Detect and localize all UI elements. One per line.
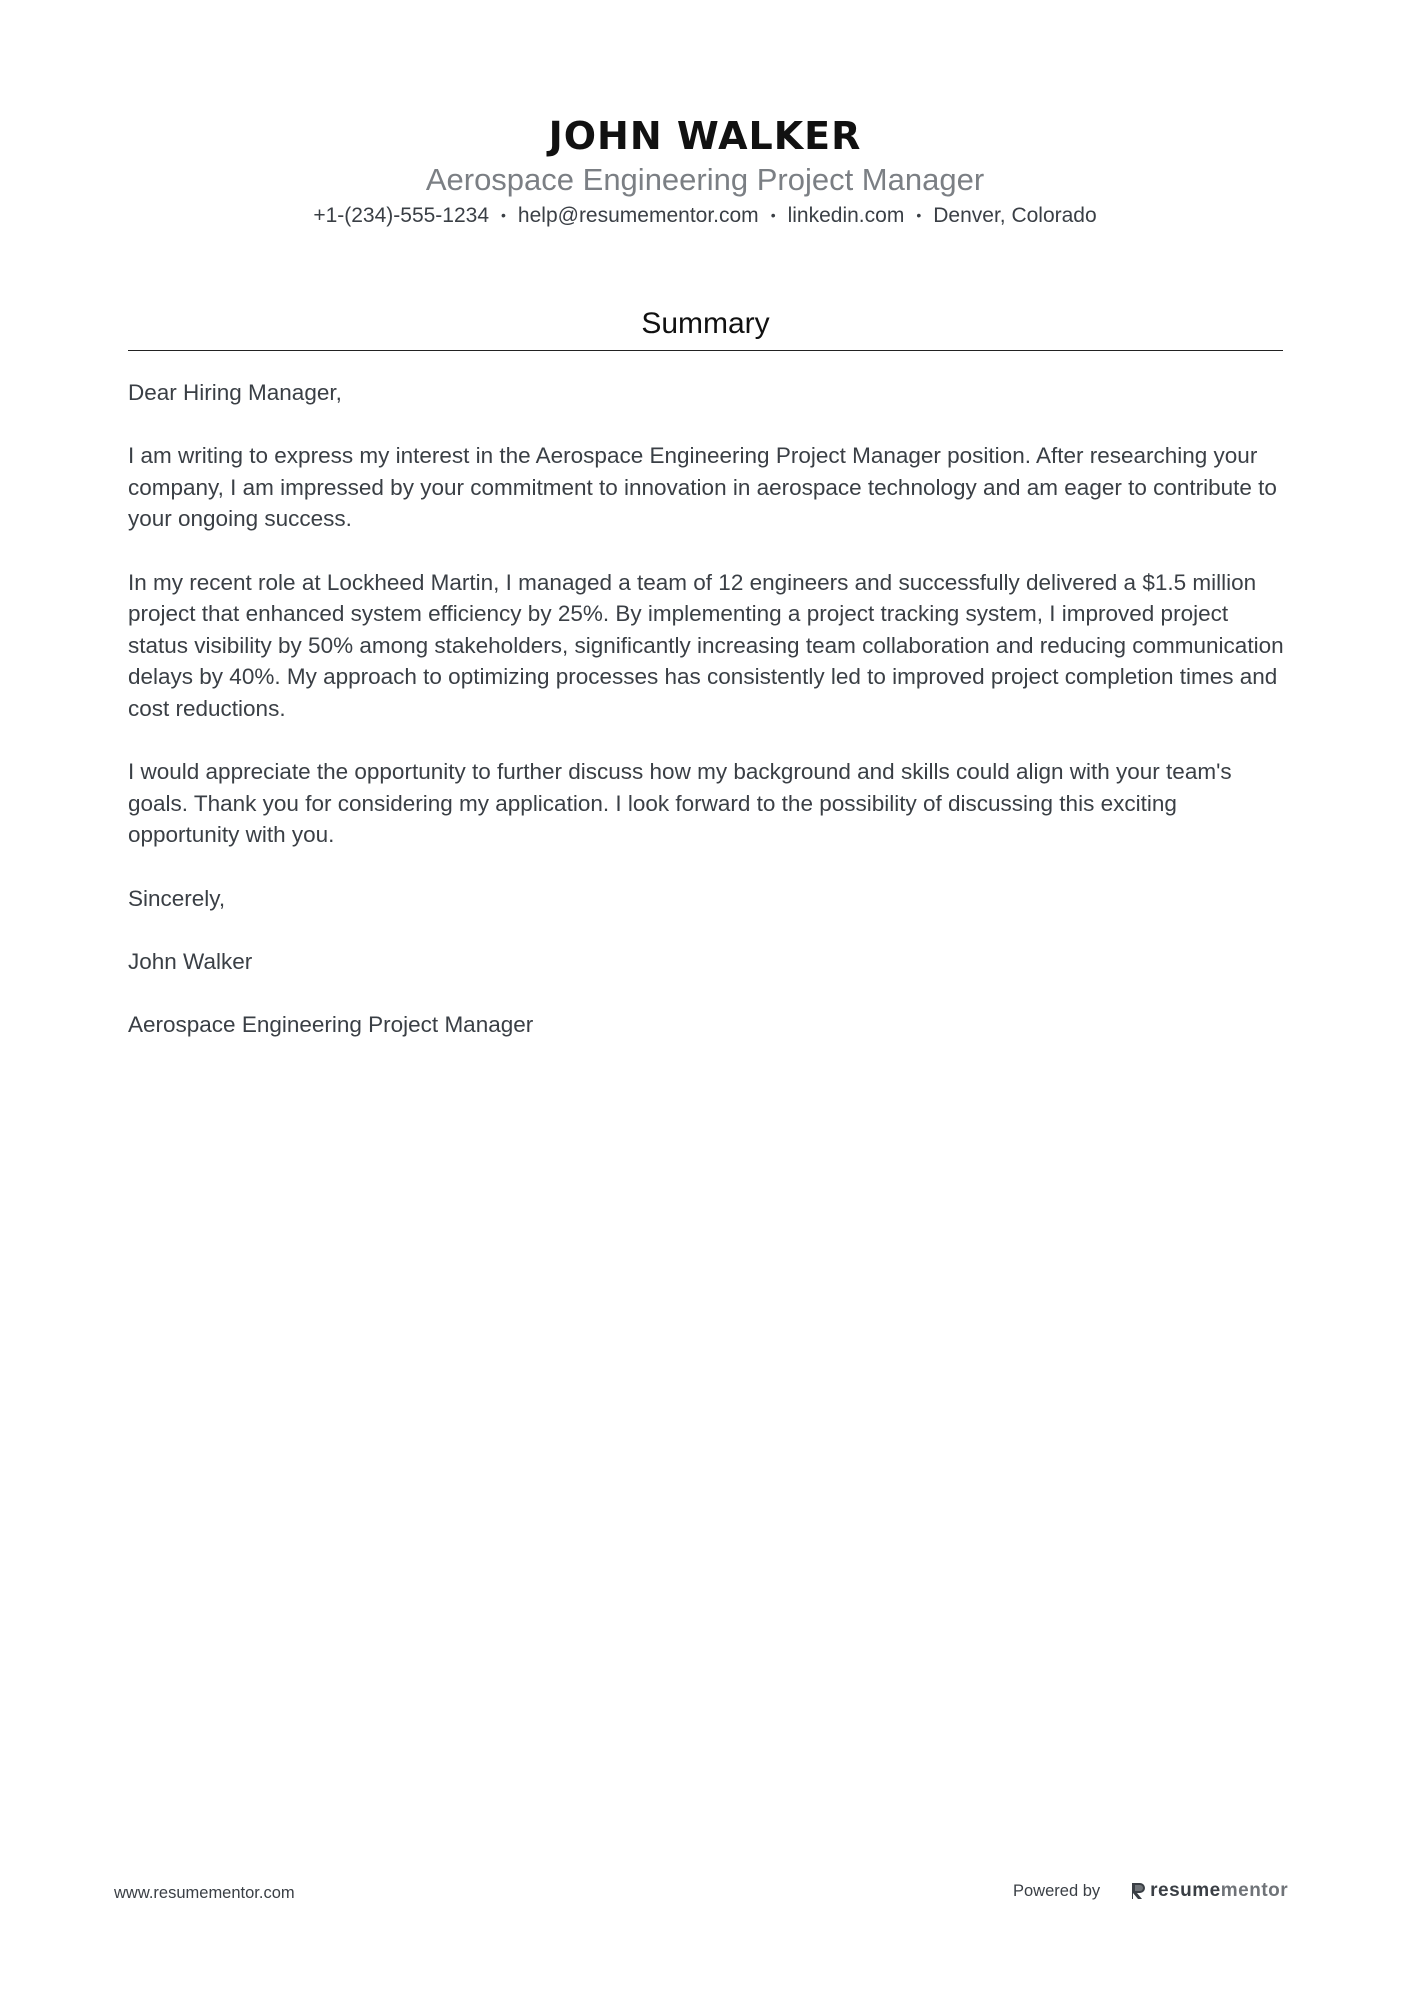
letter-paragraph: I am writing to express my interest in the Aerospace Engineering Project Manager position. After researching your company, I am impressed by your commitment to innovation in aerospace technology and am eager to contribute to your ongoing success. [128, 443, 1277, 532]
applicant-role: Aerospace Engineering Project Manager [425, 162, 985, 197]
logo-text-mentor: mentor [1220, 1880, 1289, 1901]
powered-by-label: Powered by [1013, 1881, 1101, 1900]
contact-email[interactable]: help@resumementor.com [517, 204, 759, 227]
section-title: Summary [641, 307, 770, 340]
resumementor-logo[interactable] [1130, 1880, 1288, 1902]
letter-paragraph: I would appreciate the opportunity to further discuss how my background and skills could align with your team's goals. Thank you for considering my application. I look forward to the possibility of discussing this exciting opportunity with you. [128, 759, 1232, 848]
closing: Sincerely, [128, 885, 226, 911]
contact-separator: • [501, 207, 506, 223]
contact-line [0, 200, 1410, 231]
resumementor-logo-icon [1130, 1881, 1146, 1901]
letter-paragraph: In my recent role at Lockheed Martin, I managed a team of 12 engineers and successfully delivered a $1.5 million project that enhanced system efficiency by 25%. By implementing a project tracking system, I improved project status visibility by 50% among stakeholders, significantly increasing team collaboration and reducing communication delays by 40%. My approach to optimizing processes has consistently led to improved project completion times and cost reductions. [128, 569, 1284, 721]
letter-body [128, 377, 1288, 1072]
logo-text-resume: resume [1150, 1880, 1221, 1901]
signature-title: Aerospace Engineering Project Manager [128, 1011, 534, 1037]
applicant-name: JOHN WALKER [548, 114, 862, 158]
footer-website[interactable]: www.resumementor.com [114, 1884, 295, 1902]
contact-separator: • [916, 207, 922, 223]
letter-header [0, 112, 1410, 231]
contact-separator: • [770, 207, 776, 223]
contact-phone: +1-(234)-555-1234 [313, 204, 490, 227]
footer-branding [1013, 1880, 1288, 1902]
salutation: Dear Hiring Manager, [128, 380, 342, 405]
contact-location: Denver, Colorado [933, 204, 1097, 227]
contact-linkedin[interactable]: linkedin.com [787, 204, 905, 227]
section-divider [128, 350, 1283, 351]
signature-name: John Walker [128, 948, 253, 974]
